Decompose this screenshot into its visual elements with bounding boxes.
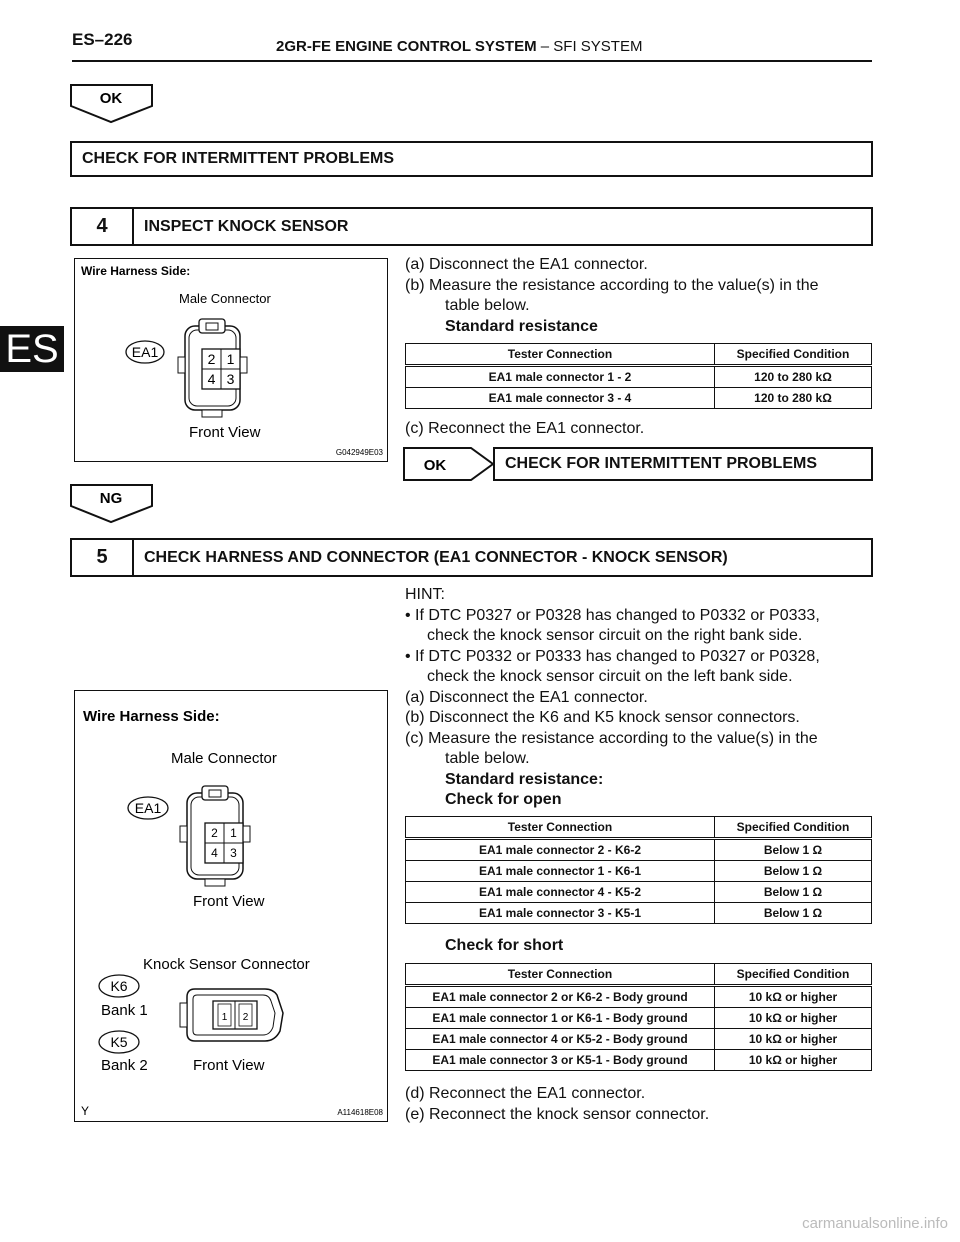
ok-flag-label: OK: [99, 90, 123, 107]
fig2-male-connector-label: Male Connector: [171, 750, 277, 767]
step-4-number: 4: [72, 209, 134, 244]
header-rule: [72, 60, 872, 62]
fig2-k5-label: K5: [110, 1034, 128, 1050]
table-header: Specified Condition: [715, 964, 872, 986]
figure-ea1-connector: [74, 258, 388, 462]
step-4-a: (a) Disconnect the EA1 connector.: [405, 256, 648, 273]
step-5-b: (b) Disconnect the K6 and K5 knock sensor connectors.: [405, 709, 800, 726]
step-5-a: (a) Disconnect the EA1 connector.: [405, 688, 648, 706]
step-5-number: 5: [72, 540, 134, 575]
check-intermittent-box-2: [493, 447, 873, 481]
step-4-box: [70, 207, 873, 246]
table-row: EA1 male connector 4 - K5-2 Below 1 Ω: [406, 882, 872, 903]
step-4-title: INSPECT KNOCK SENSOR: [144, 217, 349, 235]
table-row: EA1 male connector 4 or K5-2 - Body ground 10 kΩ or higher: [406, 1029, 872, 1050]
table-row: EA1 male connector 2 - K6-2 Below 1 Ω: [406, 839, 872, 861]
table-header: Tester Connection: [406, 817, 715, 839]
fig2-knock-pin-1: 1: [221, 1012, 228, 1023]
fig2-heading: Wire Harness Side:: [83, 708, 220, 725]
step-5-standard: Standard resistance:: [445, 770, 604, 788]
page-number: ES–226: [72, 30, 133, 49]
short-check-table: [405, 963, 872, 1071]
fig2-pin-3: 3: [230, 846, 237, 860]
section-tab: ES: [0, 326, 64, 372]
fig2-front-view: Front View: [193, 893, 265, 910]
figure-ea1-knock-sensor: [74, 690, 388, 1122]
table-row: EA1 male connector 3 or K5-1 - Body ground 10 kΩ or higher: [406, 1050, 872, 1071]
fig1-pin-4: 4: [207, 371, 216, 387]
step-5-instructions: [405, 585, 875, 811]
fig2-bank1-label: Bank 1: [101, 1002, 148, 1019]
step-5-c1: (c) Measure the resistance according to the value(s) in the: [405, 729, 818, 747]
step-4-b1: (b) Measure the resistance according to the value(s) in the: [405, 276, 819, 294]
table-row: EA1 male connector 1 or K6-1 - Body ground 10 kΩ or higher: [406, 1008, 872, 1029]
step-4-c: (c) Reconnect the EA1 connector.: [405, 420, 645, 437]
step-5-hint: HINT:: [405, 586, 445, 603]
fig1-code: G042949E03: [335, 448, 383, 457]
table-row: EA1 male connector 2 or K6-2 - Body ground 10 kΩ or higher: [406, 986, 872, 1008]
step-5-short-label: Check for short: [445, 937, 564, 954]
step-5-c2: table below.: [445, 750, 530, 767]
fig2-bank2-label: Bank 2: [101, 1057, 148, 1074]
step-5-bullet2b: check the knock sensor circuit on the left bank side.: [427, 668, 793, 685]
watermark: carmanualsonline.info: [802, 1215, 948, 1232]
fig2-front-view-2: Front View: [193, 1057, 265, 1074]
step-5-bullet1a: • If DTC P0327 or P0328 has changed to P0332 or P0333,: [405, 606, 820, 624]
step-4-instructions: [405, 255, 875, 337]
fig2-k6-label: K6: [110, 978, 128, 994]
open-check-table: [405, 816, 872, 924]
step-5-open-label: Check for open: [445, 791, 562, 808]
fig2-pin-1: 1: [230, 826, 237, 840]
fig2-knock-connector-label: Knock Sensor Connector: [143, 956, 310, 973]
ng-flag-label: NG: [99, 490, 123, 507]
table-header: Tester Connection: [406, 344, 715, 366]
fig1-front-view: Front View: [189, 424, 261, 441]
table-row: EA1 male connector 1 - 2 120 to 280 kΩ: [406, 366, 872, 388]
fig2-pin-2: 2: [211, 826, 218, 840]
ok-arrow-label: OK: [423, 457, 447, 474]
table-header: Specified Condition: [715, 344, 872, 366]
ng-flag-arrow: [70, 484, 154, 524]
check-intermittent-title-2: CHECK FOR INTERMITTENT PROBLEMS: [505, 455, 817, 472]
check-intermittent-title: CHECK FOR INTERMITTENT PROBLEMS: [82, 150, 394, 167]
ok-arrow-right: [403, 447, 495, 481]
step-4-b2: table below.: [445, 297, 530, 314]
fig1-pin-2: 2: [207, 351, 216, 367]
step-5-title: CHECK HARNESS AND CONNECTOR (EA1 CONNECTOR - KNOCK SENSOR): [144, 548, 728, 566]
fig1-male-connector-label: Male Connector: [179, 291, 271, 306]
fig1-heading: Wire Harness Side:: [81, 264, 191, 278]
fig2-code: A114618E08: [337, 1108, 383, 1117]
step-5-box: [70, 538, 873, 577]
fig2-knock-pin-2: 2: [242, 1012, 249, 1023]
table-row: EA1 male connector 3 - 4 120 to 280 kΩ: [406, 388, 872, 409]
step-5-d: (d) Reconnect the EA1 connector.: [405, 1085, 646, 1102]
fig2-corner-mark: Y: [81, 1104, 90, 1118]
step-5-bullet2a: • If DTC P0332 or P0333 has changed to P0327 or P0328,: [405, 647, 820, 665]
table-row: EA1 male connector 1 - K6-1 Below 1 Ω: [406, 861, 872, 882]
fig1-pin-3: 3: [226, 371, 235, 387]
step-4-standard: Standard resistance: [445, 317, 598, 335]
step-5-e: (e) Reconnect the knock sensor connector.: [405, 1105, 710, 1123]
fig1-ea1-label: EA1: [131, 344, 159, 360]
check-intermittent-box: [70, 141, 873, 177]
step-5-bullet1b: check the knock sensor circuit on the right bank side.: [427, 627, 803, 644]
table-header: Specified Condition: [715, 817, 872, 839]
table-row: EA1 male connector 3 - K5-1 Below 1 Ω: [406, 903, 872, 924]
fig2-pin-4: 4: [211, 846, 218, 860]
page-title: 2GR-FE ENGINE CONTROL SYSTEM – SFI SYSTEM: [276, 38, 643, 55]
step-5-final-steps: [405, 1084, 875, 1125]
fig2-ea1-label: EA1: [134, 800, 162, 816]
fig1-pin-1: 1: [226, 351, 235, 367]
ok-flag-arrow: [70, 84, 154, 124]
step-4-resistance-table: [405, 343, 872, 409]
table-header: Tester Connection: [406, 964, 715, 986]
fig1-connector-latch: [199, 319, 225, 333]
